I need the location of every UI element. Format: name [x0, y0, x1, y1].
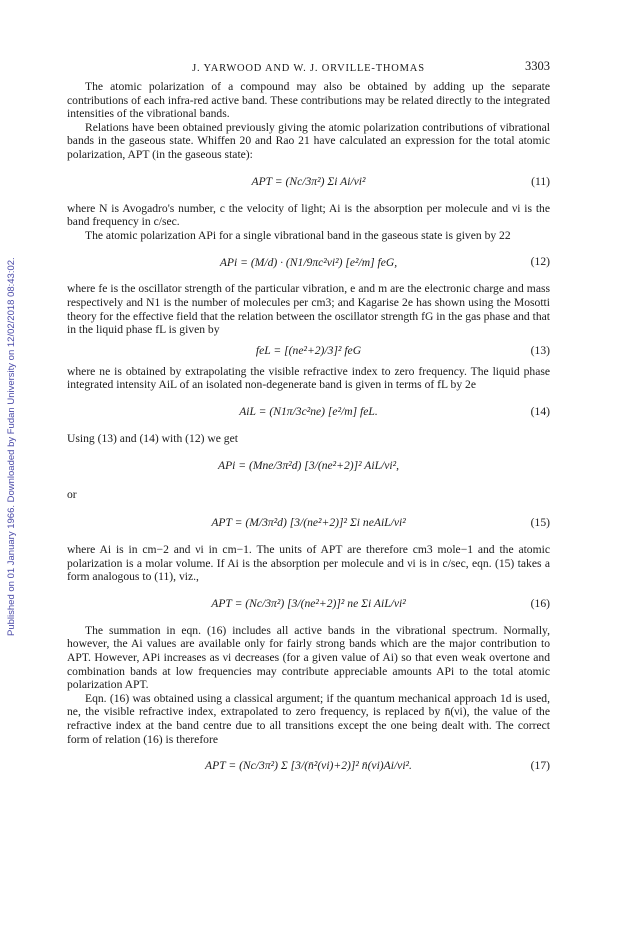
paragraph: Using (13) and (14) with (12) we get [67, 431, 238, 445]
equation-number: (16) [530, 597, 550, 611]
paragraph: where Ai is in cm−2 and νi in cm−1. The units of APT are therefore cm3 mole−1 and the atomic polarization is a molar volume. If Ai is the absorption per molecule and νi is in c/sec, eqn. (15) takes a form analogous to (11), viz., [67, 543, 550, 584]
equation-expression: APi = (Mne/3π²d) [3/(ne²+2)]² AiL/νi², [217, 458, 399, 472]
equation-expression: AiL = (N1π/3c²ne) [e²/m] feL. [239, 405, 378, 419]
paragraph: The atomic polarization of a compound may also be obtained by adding up the separate contributions of each infra-red active band. These contributions may be related directly to the integrated intensities of the vibrational bands. [67, 80, 550, 121]
equation-number: (11) [531, 174, 550, 188]
equation-12 [67, 242, 550, 282]
paragraph: The summation in eqn. (16) includes all active bands in the vibrational spectrum. Normally, however, the Ai values are available only for fairly strong bands which are the major contribution to APT. However, APi increases as νi decreases (for a given value of Ai) so that even weak overtone and combination bands at low frequencies may contribute appreciable amounts APi to the total atomic polarization APT. [67, 623, 550, 692]
or-label: or [67, 487, 77, 501]
equation-expression: APi = (M/d) · (N1/9πc²νi²) [e²/m] feG, [219, 255, 398, 269]
equation-expression: APT = (Nc/3π²) Σi Ai/νi² [251, 174, 366, 188]
running-head: J. YARWOOD AND W. J. ORVILLE-THOMAS [192, 63, 425, 74]
paper-page [67, 60, 550, 786]
download-watermark [6, 176, 20, 636]
equation-13 [67, 337, 550, 365]
download-watermark-text: Published on 01 January 1966. Downloaded by Fudan University on 12/02/2018 08:43:02. [6, 257, 17, 636]
equation-expression: feL = [(ne²+2)/3]² feG [255, 343, 362, 357]
equation-17 [67, 746, 550, 786]
page-number: 3303 [525, 59, 550, 73]
paragraph: Relations have been obtained previously giving the atomic polarization contributions of vibrational bands in the gaseous state. Whiffen 20 and Rao 21 have calculated an expression for the total atomic polarization, APT (in the gaseous state): [67, 120, 550, 161]
equation-expression: APT = (Nc/3π²) Σ [3/(n̄²(νi)+2)]² n̄(νi)Ai/νi². [205, 759, 412, 773]
paragraph: where N is Avogadro's number, c the velocity of light; Ai is the absorption per molecule and νi is the band frequency in c/sec. [67, 201, 550, 229]
equation-expression: APT = (Nc/3π²) [3/(ne²+2)]² ne Σi AiL/νi² [211, 597, 406, 611]
equation-15 [67, 503, 550, 543]
equation-11 [67, 162, 550, 202]
paragraph: Eqn. (16) was obtained using a classical argument; if the quantum mechanical approach 1d is used, ne, the visible refractive index, extrapolated to zero frequency, is replaced by n̄(νi), the value of the refractive index at the band centre due to all transitions except the one being dealt with. The correct form of relation (16) is therefore [67, 691, 550, 746]
equation-14 [67, 392, 550, 432]
equation-number: (17) [530, 759, 550, 773]
equation-expression: APT = (M/3π²d) [3/(ne²+2)]² Σi neAiL/νi² [211, 516, 406, 530]
equation-number: (12) [530, 255, 550, 269]
equation-16 [67, 584, 550, 624]
equation-unnumbered [67, 446, 550, 486]
paragraph: where ne is obtained by extrapolating the visible refractive index to zero frequency. The liquid phase integrated intensity AiL of an isolated non-degenerate band is given in terms of fL by 2e [67, 364, 550, 392]
page-header [67, 60, 550, 80]
equation-number: (14) [530, 405, 550, 419]
equation-number: (13) [530, 343, 550, 357]
equation-number: (15) [530, 516, 550, 530]
paragraph: The atomic polarization APi for a single vibrational band in the gaseous state is given by 22 [85, 228, 511, 242]
paragraph: where fe is the oscillator strength of the particular vibration, e and m are the electronic charge and mass respectively and N1 is the number of molecules per cm3; and Kagarise 2e has shown using the Mosotti theory for the effective field that the relation between the oscillator strength fG in the gas phase and that in the liquid phase fL is given by [67, 282, 550, 337]
